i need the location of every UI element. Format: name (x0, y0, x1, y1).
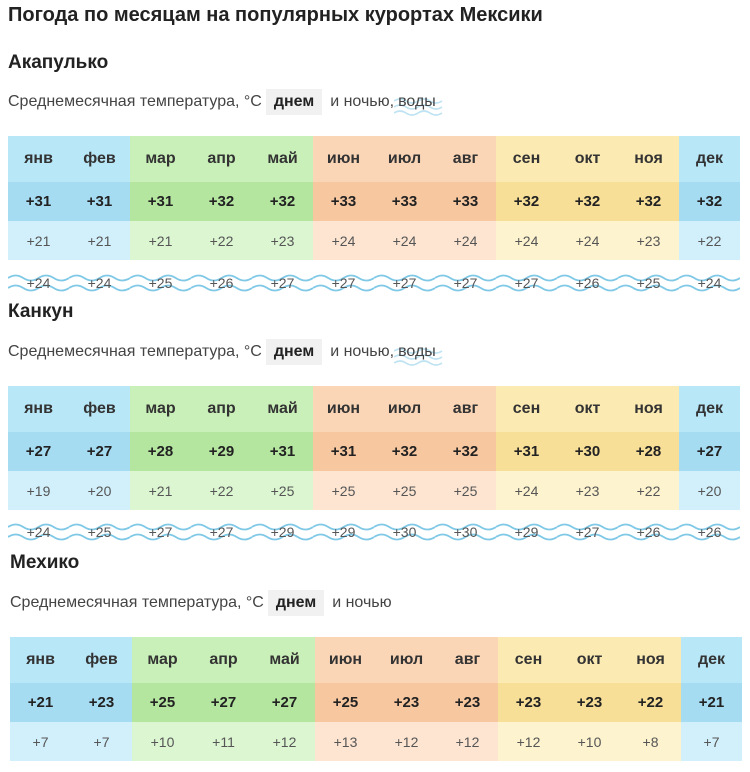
day-temp: +33 (435, 182, 496, 221)
day-temp: +32 (679, 182, 740, 221)
water-temp: +26 (191, 272, 252, 294)
day-temp: +28 (618, 432, 679, 471)
month-label: мар (130, 136, 191, 182)
month-column (313, 136, 374, 260)
month-column (315, 637, 376, 761)
legend-night: и ночью, (330, 343, 395, 360)
month-column (681, 637, 742, 761)
day-temp: +22 (620, 683, 681, 722)
night-temp: +7 (71, 722, 132, 761)
water-temp: +26 (679, 521, 740, 543)
day-temp: +33 (374, 182, 435, 221)
month-label: июл (374, 136, 435, 182)
month-label: окт (557, 386, 618, 432)
month-label: окт (557, 136, 618, 182)
night-temp: +25 (435, 471, 496, 510)
day-temp: +33 (313, 182, 374, 221)
day-temp: +23 (376, 683, 437, 722)
resort-title-acapulco: Акапулько (8, 52, 109, 73)
day-temp: +21 (10, 683, 71, 722)
resort-title-mexico-city: Мехико (10, 552, 80, 573)
month-label: янв (8, 386, 69, 432)
month-column (620, 637, 681, 761)
month-label: июн (313, 136, 374, 182)
month-label: фев (69, 136, 130, 182)
day-temp: +23 (498, 683, 559, 722)
water-row-cancun (8, 521, 740, 543)
month-column (254, 637, 315, 761)
night-temp: +25 (252, 471, 313, 510)
month-column (191, 386, 252, 510)
day-temp: +31 (130, 182, 191, 221)
legend-acapulco (8, 88, 436, 116)
month-column (618, 136, 679, 260)
night-temp: +12 (376, 722, 437, 761)
night-temp: +23 (252, 221, 313, 260)
night-temp: +21 (130, 221, 191, 260)
month-label: дек (681, 637, 742, 683)
night-temp: +7 (10, 722, 71, 761)
day-temp: +28 (130, 432, 191, 471)
month-column (193, 637, 254, 761)
day-temp: +32 (191, 182, 252, 221)
month-column (10, 637, 71, 761)
night-temp: +20 (69, 471, 130, 510)
month-label: ноя (618, 386, 679, 432)
night-temp: +21 (69, 221, 130, 260)
month-label: ноя (620, 637, 681, 683)
day-temp: +27 (8, 432, 69, 471)
water-temp: +27 (252, 272, 313, 294)
night-temp: +23 (557, 471, 618, 510)
night-temp: +24 (496, 221, 557, 260)
night-temp: +8 (620, 722, 681, 761)
month-column (498, 637, 559, 761)
water-temp: +24 (69, 272, 130, 294)
water-temp: +27 (313, 272, 374, 294)
night-temp: +23 (618, 221, 679, 260)
legend-day-chip: днем (268, 590, 324, 616)
day-temp: +25 (132, 683, 193, 722)
night-temp: +24 (496, 471, 557, 510)
month-label: фев (71, 637, 132, 683)
night-temp: +12 (498, 722, 559, 761)
day-temp: +31 (69, 182, 130, 221)
water-temp: +30 (435, 521, 496, 543)
water-temp: +24 (8, 272, 69, 294)
month-column (191, 136, 252, 260)
month-label: июн (315, 637, 376, 683)
day-temp: +25 (315, 683, 376, 722)
month-column (313, 386, 374, 510)
night-temp: +22 (679, 221, 740, 260)
month-column (374, 386, 435, 510)
month-column (71, 637, 132, 761)
night-temp: +10 (559, 722, 620, 761)
month-column (679, 386, 740, 510)
day-temp: +31 (8, 182, 69, 221)
legend-day-chip: днем (266, 339, 322, 365)
water-temp: +27 (435, 272, 496, 294)
day-temp: +31 (252, 432, 313, 471)
legend-prefix: Среднемесячная температура, °C (8, 93, 262, 110)
night-temp: +24 (374, 221, 435, 260)
month-label: июл (374, 386, 435, 432)
legend-cancun (8, 338, 436, 366)
night-temp: +10 (132, 722, 193, 761)
month-label: май (252, 136, 313, 182)
month-label: дек (679, 386, 740, 432)
water-temp: +29 (252, 521, 313, 543)
weather-table-mexico-city (10, 637, 742, 761)
water-temp: +27 (130, 521, 191, 543)
day-temp: +27 (254, 683, 315, 722)
month-column (252, 136, 313, 260)
month-column (376, 637, 437, 761)
night-temp: +22 (191, 221, 252, 260)
water-temp: +25 (618, 272, 679, 294)
day-temp: +23 (71, 683, 132, 722)
day-temp: +32 (618, 182, 679, 221)
month-label: июл (376, 637, 437, 683)
month-column (130, 386, 191, 510)
month-label: янв (8, 136, 69, 182)
night-temp: +25 (313, 471, 374, 510)
water-temp: +27 (374, 272, 435, 294)
night-temp: +21 (130, 471, 191, 510)
day-temp: +23 (559, 683, 620, 722)
day-temp: +32 (496, 182, 557, 221)
month-label: фев (69, 386, 130, 432)
month-column (252, 386, 313, 510)
month-column (435, 386, 496, 510)
legend-mexico-city (10, 589, 392, 617)
day-temp: +21 (681, 683, 742, 722)
water-temp: +29 (313, 521, 374, 543)
night-temp: +12 (437, 722, 498, 761)
legend-prefix: Среднемесячная температура, °C (8, 343, 262, 360)
month-label: авг (435, 386, 496, 432)
day-temp: +32 (374, 432, 435, 471)
night-temp: +22 (618, 471, 679, 510)
night-temp: +21 (8, 221, 69, 260)
water-temp: +24 (679, 272, 740, 294)
day-temp: +23 (437, 683, 498, 722)
month-label: окт (559, 637, 620, 683)
month-label: май (252, 386, 313, 432)
page-title: Погода по месяцам на популярных курортах Мексики (8, 4, 543, 26)
water-row-acapulco (8, 272, 740, 294)
month-label: авг (435, 136, 496, 182)
day-temp: +32 (557, 182, 618, 221)
month-column (69, 136, 130, 260)
month-label: мар (130, 386, 191, 432)
month-column (559, 637, 620, 761)
day-temp: +27 (69, 432, 130, 471)
night-temp: +25 (374, 471, 435, 510)
water-temp: +29 (496, 521, 557, 543)
weather-table-cancun (8, 386, 740, 510)
month-column (496, 386, 557, 510)
night-temp: +19 (8, 471, 69, 510)
month-label: сен (496, 136, 557, 182)
day-temp: +31 (496, 432, 557, 471)
legend-day-chip: днем (266, 89, 322, 115)
water-temp: +27 (496, 272, 557, 294)
night-temp: +20 (679, 471, 740, 510)
legend-water: воды (394, 93, 436, 111)
water-temp: +27 (191, 521, 252, 543)
month-label: сен (496, 386, 557, 432)
day-temp: +32 (252, 182, 313, 221)
month-column (8, 386, 69, 510)
month-label: авг (437, 637, 498, 683)
legend-water: воды (394, 343, 436, 361)
month-label: июн (313, 386, 374, 432)
month-column (8, 136, 69, 260)
night-temp: +12 (254, 722, 315, 761)
month-column (557, 386, 618, 510)
day-temp: +30 (557, 432, 618, 471)
month-column (374, 136, 435, 260)
resort-title-cancun: Канкун (8, 301, 74, 322)
month-column (130, 136, 191, 260)
month-column (69, 386, 130, 510)
day-temp: +31 (313, 432, 374, 471)
month-column (437, 637, 498, 761)
month-label: май (254, 637, 315, 683)
water-temp: +26 (618, 521, 679, 543)
month-column (496, 136, 557, 260)
legend-prefix: Среднемесячная температура, °C (10, 594, 264, 611)
day-temp: +27 (679, 432, 740, 471)
month-label: янв (10, 637, 71, 683)
water-temp: +25 (69, 521, 130, 543)
water-temp: +27 (557, 521, 618, 543)
water-temp: +30 (374, 521, 435, 543)
month-column (618, 386, 679, 510)
night-temp: +11 (193, 722, 254, 761)
month-label: апр (191, 136, 252, 182)
month-label: апр (191, 386, 252, 432)
water-temp: +26 (557, 272, 618, 294)
weather-table-acapulco (8, 136, 740, 260)
month-column (679, 136, 740, 260)
month-label: апр (193, 637, 254, 683)
night-temp: +22 (191, 471, 252, 510)
month-label: ноя (618, 136, 679, 182)
water-temp: +24 (8, 521, 69, 543)
night-temp: +13 (315, 722, 376, 761)
month-column (132, 637, 193, 761)
month-label: мар (132, 637, 193, 683)
day-temp: +32 (435, 432, 496, 471)
night-temp: +24 (557, 221, 618, 260)
month-label: дек (679, 136, 740, 182)
month-label: сен (498, 637, 559, 683)
month-column (557, 136, 618, 260)
night-temp: +7 (681, 722, 742, 761)
day-temp: +27 (193, 683, 254, 722)
legend-night: и ночью (332, 594, 392, 611)
legend-night: и ночью, (330, 93, 395, 110)
water-temp: +25 (130, 272, 191, 294)
night-temp: +24 (435, 221, 496, 260)
day-temp: +29 (191, 432, 252, 471)
month-column (435, 136, 496, 260)
night-temp: +24 (313, 221, 374, 260)
